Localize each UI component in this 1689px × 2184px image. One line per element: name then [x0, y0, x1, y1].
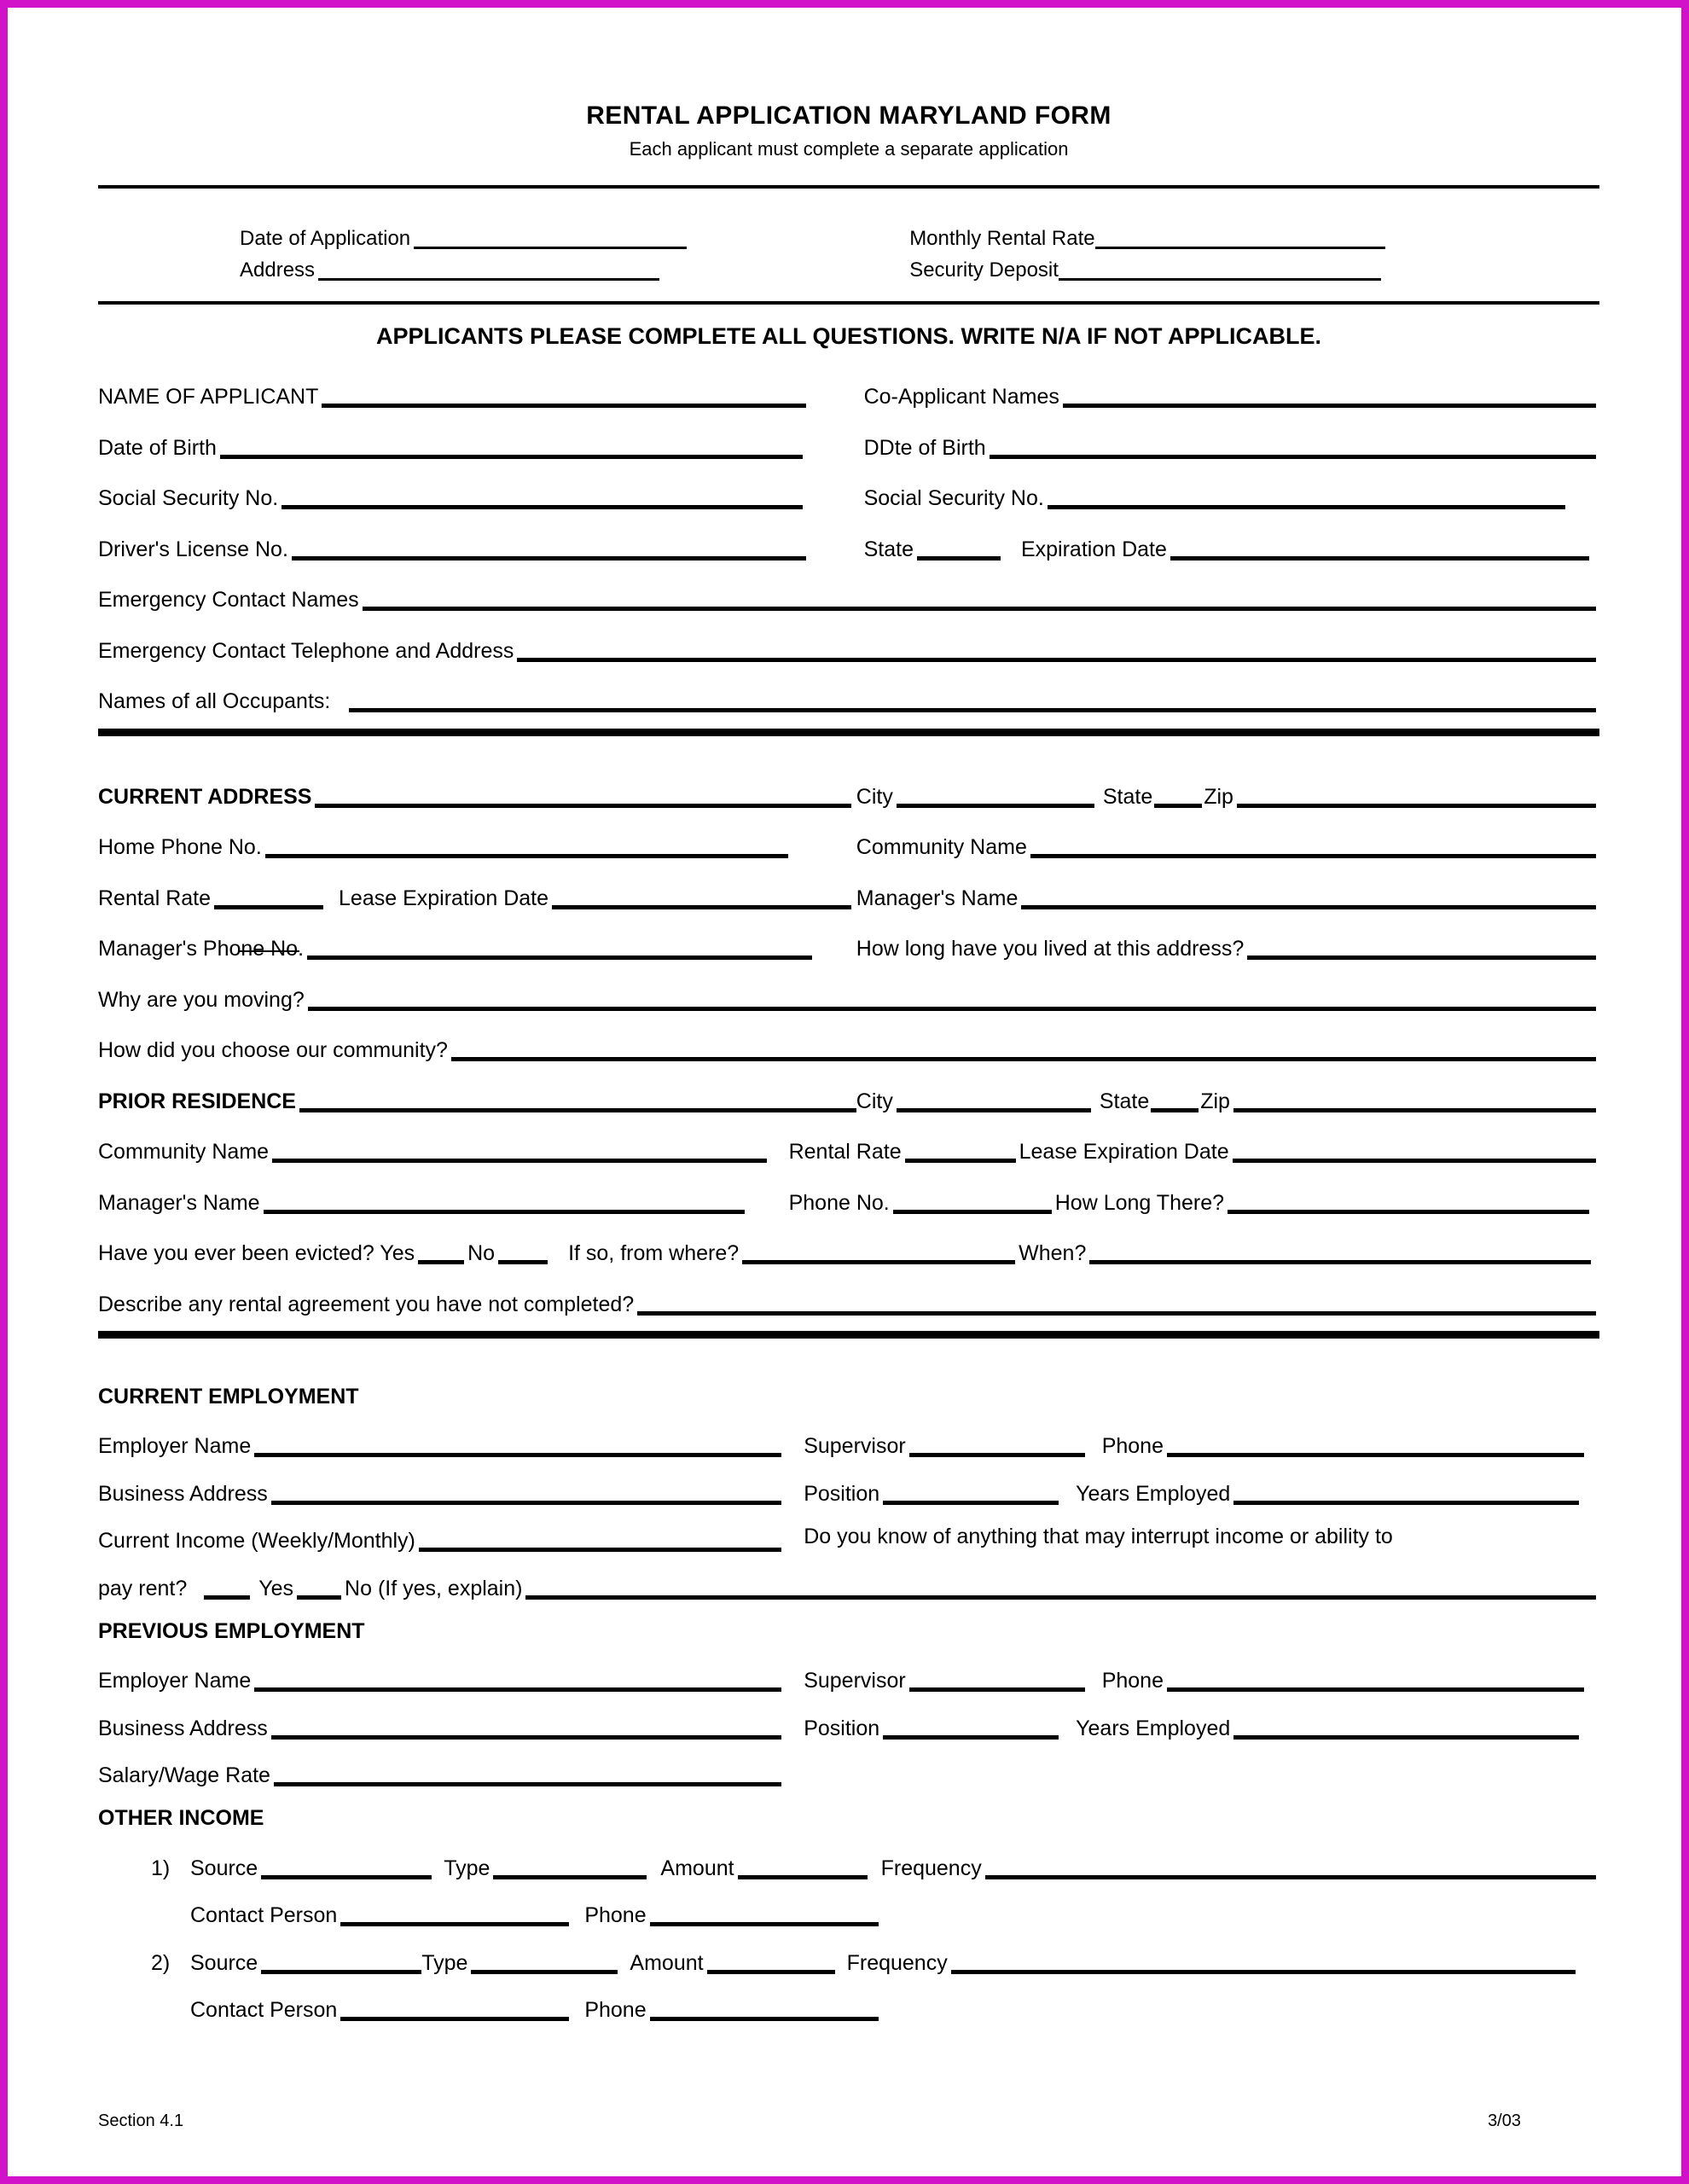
other-income-heading: OTHER INCOME — [98, 1806, 264, 1831]
other-income-1-contact-person-label: Contact Person — [190, 1903, 338, 1928]
field-cur-position-years[interactable] — [804, 1478, 1599, 1505]
field-names-of-all-occupants[interactable] — [98, 687, 1599, 713]
divider-residence-bottom — [98, 1331, 1599, 1339]
field-current-managers-name[interactable] — [856, 883, 1599, 909]
prev-years-employed-blank[interactable] — [1233, 1713, 1579, 1740]
license-expiration-date-label: Expiration Date — [1020, 537, 1167, 561]
cur-supervisor-label: Supervisor — [804, 1434, 906, 1459]
field-prior-phone-howlong[interactable] — [789, 1188, 1599, 1214]
row-dob — [98, 433, 1599, 459]
prior-state-blank[interactable] — [1151, 1086, 1199, 1112]
cur-phone-label: Phone — [1101, 1434, 1164, 1459]
prior-lease-expiration-blank[interactable] — [1233, 1137, 1596, 1164]
cur-business-address-label: Business Address — [98, 1481, 268, 1506]
current-rental-rate-blank[interactable] — [214, 883, 323, 909]
other-income-1-phone-label: Phone — [584, 1903, 647, 1928]
current-state-blank[interactable] — [1154, 781, 1202, 808]
prev-employer-name-label: Employer Name — [98, 1669, 252, 1693]
field-prev-employer-name[interactable] — [98, 1666, 804, 1693]
date-of-application-label: Date of Application — [240, 227, 411, 251]
other-income-entry-1-line2[interactable] — [98, 1901, 1599, 1927]
other-income-1-frequency-label: Frequency — [880, 1856, 982, 1880]
other-income-1-contact-person-blank[interactable] — [340, 1901, 569, 1927]
salary-wage-rate-label: Salary/Wage Rate — [98, 1763, 270, 1788]
field-current-address[interactable] — [98, 781, 856, 808]
monthly-rental-rate-blank[interactable] — [1095, 226, 1385, 249]
interrupt-income-label-2: pay rent? — [98, 1576, 188, 1600]
current-zip-blank[interactable] — [1237, 781, 1596, 808]
describe-agreement-blank[interactable] — [637, 1289, 1596, 1316]
emergency-contact-tel-address-blank[interactable] — [517, 636, 1596, 662]
row-prev-emp-2 — [98, 1713, 1599, 1740]
field-emergency-contact-tel-address[interactable] — [98, 636, 1599, 662]
current-managers-name-label: Manager's Name — [856, 886, 1019, 910]
cur-years-employed-label: Years Employed — [1076, 1481, 1231, 1506]
field-current-community-name[interactable] — [856, 833, 1599, 859]
prior-city-label: City — [856, 1089, 893, 1113]
how-choose-community-label: How did you choose our community? — [98, 1038, 448, 1063]
how-choose-community-blank[interactable] — [451, 1036, 1596, 1062]
field-cur-business-address[interactable] — [98, 1478, 804, 1505]
other-income-2-source-label: Source — [190, 1950, 258, 1975]
cur-phone-blank[interactable] — [1167, 1432, 1584, 1458]
other-income-1-source-label: Source — [190, 1856, 258, 1880]
field-home-phone-no[interactable] — [98, 833, 856, 859]
current-zip-label: Zip — [1204, 784, 1233, 809]
co-date-of-birth-label: DDte of Birth — [863, 435, 986, 460]
prior-rental-rate-label: Rental Rate — [788, 1140, 902, 1165]
other-income-1-type-label: Type — [444, 1856, 490, 1880]
social-security-no-blank[interactable] — [282, 484, 802, 510]
evicted-when-label: When? — [1019, 1241, 1087, 1266]
other-income-2-amount-blank[interactable] — [707, 1948, 835, 1974]
field-license-state-expiration[interactable] — [864, 534, 1599, 561]
other-income-entry-2-line1[interactable] — [98, 1948, 1599, 1974]
evicted-yes-blank[interactable] — [418, 1239, 464, 1265]
describe-agreement-label: Describe any rental agreement you have not completed? — [98, 1292, 635, 1316]
emergency-contact-tel-address-label: Emergency Contact Telephone and Address — [98, 638, 514, 663]
row-prev-emp-1 — [98, 1666, 1599, 1693]
evicted-question-label: Have you ever been evicted? Yes — [98, 1241, 415, 1266]
row-current-address — [98, 781, 1599, 808]
cur-employer-name-label: Employer Name — [98, 1434, 252, 1459]
current-address-blank[interactable] — [315, 781, 850, 808]
current-income-label: Current Income (Weekly/Monthly) — [98, 1529, 415, 1554]
current-rental-rate-label: Rental Rate — [98, 886, 212, 910]
field-cur-employer-name[interactable] — [98, 1432, 804, 1458]
co-applicant-names-label: Co-Applicant Names — [863, 385, 1059, 410]
drivers-license-no-label: Driver's License No. — [98, 537, 288, 561]
current-state-label: State — [1102, 784, 1153, 809]
field-drivers-license-no[interactable] — [98, 534, 864, 561]
current-employment-heading: CURRENT EMPLOYMENT — [98, 1384, 359, 1409]
row-prior-residence — [98, 1086, 1599, 1112]
name-of-applicant-blank[interactable] — [322, 382, 805, 409]
field-salary-wage-rate[interactable] — [98, 1761, 804, 1787]
home-phone-no-blank[interactable] — [265, 833, 788, 859]
pay-rent-no-blank[interactable] — [297, 1573, 341, 1600]
row-prior-manager-phone — [98, 1188, 1599, 1214]
how-long-lived-blank[interactable] — [1247, 934, 1596, 961]
field-monthly-rental-rate[interactable] — [909, 226, 1599, 249]
field-co-date-of-birth[interactable] — [864, 433, 1599, 459]
row-license — [98, 534, 1599, 561]
license-state-blank[interactable] — [917, 534, 1001, 561]
prev-phone-blank[interactable] — [1167, 1666, 1584, 1693]
field-describe-agreement[interactable] — [98, 1289, 1599, 1316]
field-date-of-application[interactable] — [240, 226, 879, 249]
other-income-2-type-label: Type — [421, 1950, 468, 1975]
evicted-no-blank[interactable] — [498, 1239, 548, 1265]
field-evicted[interactable] — [98, 1239, 1599, 1265]
prior-zip-label: Zip — [1200, 1089, 1230, 1113]
other-income-2-frequency-label: Frequency — [846, 1950, 948, 1975]
field-current-income[interactable] — [98, 1526, 804, 1553]
license-state-label: State — [863, 537, 914, 561]
current-managers-name-blank[interactable] — [1021, 883, 1596, 909]
emergency-contact-names-label: Emergency Contact Names — [98, 588, 359, 613]
pay-rent-yes-label: Yes — [258, 1576, 294, 1600]
field-name-of-applicant[interactable] — [98, 382, 864, 409]
other-income-2-frequency-blank[interactable] — [951, 1948, 1576, 1974]
field-prev-business-address[interactable] — [98, 1713, 804, 1740]
if-so-from-where-label: If so, from where? — [568, 1241, 740, 1266]
date-of-birth-label: Date of Birth — [98, 435, 217, 460]
other-income-1-amount-blank[interactable] — [738, 1853, 868, 1879]
field-prev-position-years[interactable] — [804, 1713, 1599, 1740]
other-income-2-contact-person-blank[interactable] — [340, 1995, 569, 2022]
row-rental-lease-manager — [98, 883, 1599, 909]
evicted-no-label: No — [467, 1241, 496, 1266]
field-managers-phone-no[interactable] — [98, 934, 856, 961]
form-content — [98, 8, 1599, 2131]
other-income-entry-2-line2[interactable] — [98, 1995, 1599, 2022]
prior-how-long-there-label: How Long There? — [1054, 1190, 1225, 1215]
field-how-choose-community[interactable] — [98, 1036, 1599, 1062]
row-home-phone-community — [98, 833, 1599, 859]
field-address[interactable] — [240, 257, 879, 280]
monthly-rental-rate-label: Monthly Rental Rate — [909, 227, 1095, 251]
interrupt-income-label-1: Do you know of anything that may interrupt income or ability to — [804, 1524, 1393, 1548]
prev-position-label: Position — [804, 1716, 880, 1740]
current-community-name-blank[interactable] — [1030, 833, 1596, 859]
prior-phone-no-label: Phone No. — [788, 1190, 890, 1215]
row-cur-emp-2 — [98, 1478, 1599, 1505]
prev-years-employed-label: Years Employed — [1076, 1716, 1231, 1740]
prior-city-blank[interactable] — [897, 1086, 1091, 1112]
field-why-moving[interactable] — [98, 985, 1599, 1011]
row-names — [98, 382, 1599, 409]
row-prior-community-rental — [98, 1137, 1599, 1164]
field-prior-city-state-zip[interactable] — [856, 1086, 1599, 1112]
other-income-2-phone-blank[interactable] — [650, 1995, 879, 2022]
co-social-security-no-label: Social Security No. — [863, 486, 1044, 511]
cur-supervisor-blank[interactable] — [909, 1432, 1085, 1458]
prior-state-label: State — [1099, 1089, 1150, 1113]
social-security-no-label: Social Security No. — [98, 486, 279, 511]
names-of-all-occupants-blank[interactable] — [349, 687, 1596, 713]
other-income-1-phone-blank[interactable] — [650, 1901, 879, 1927]
prev-supervisor-label: Supervisor — [804, 1669, 906, 1693]
prior-rental-rate-blank[interactable] — [905, 1137, 1016, 1164]
license-expiration-date-blank[interactable] — [1170, 534, 1589, 561]
evicted-when-blank[interactable] — [1089, 1239, 1591, 1265]
other-income-1-source-blank[interactable] — [261, 1853, 432, 1879]
field-prior-managers-name[interactable] — [98, 1188, 789, 1214]
page-title: RENTAL APPLICATION MARYLAND FORM — [586, 102, 1111, 130]
row-ssn — [98, 484, 1599, 510]
row-cur-income — [98, 1526, 1599, 1553]
other-income-2-phone-label: Phone — [584, 1998, 647, 2023]
cur-business-address-blank[interactable] — [271, 1478, 781, 1505]
prev-employer-name-blank[interactable] — [254, 1666, 781, 1693]
salary-wage-rate-blank[interactable] — [274, 1761, 781, 1787]
prior-managers-name-blank[interactable] — [264, 1188, 745, 1214]
field-pay-rent-yesno[interactable] — [98, 1573, 1599, 1600]
field-prior-rental-lease[interactable] — [789, 1137, 1599, 1164]
row-manager-phone-howlong — [98, 934, 1599, 961]
prev-position-blank[interactable] — [883, 1713, 1059, 1740]
field-date-of-birth[interactable] — [98, 433, 864, 459]
page-subtitle: Each applicant must complete a separate application — [629, 138, 1069, 160]
interrupt-income-question-line1 — [804, 1526, 1599, 1548]
row-cur-emp-1 — [98, 1432, 1599, 1458]
field-co-social-security-no[interactable] — [864, 484, 1599, 510]
other-income-1-type-blank[interactable] — [493, 1853, 647, 1879]
cur-position-label: Position — [804, 1481, 880, 1506]
other-income-1-amount-label: Amount — [660, 1856, 734, 1880]
if-so-from-where-blank[interactable] — [742, 1239, 1015, 1265]
field-social-security-no[interactable] — [98, 484, 864, 510]
footer-section-label: Section 4.1 — [98, 2111, 184, 2131]
footer-revision-label: 3/03 — [1488, 2111, 1521, 2131]
other-income-1-number: 1) — [151, 1856, 171, 1880]
other-income-entry-1-line1[interactable] — [98, 1853, 1599, 1879]
field-prior-residence[interactable] — [98, 1086, 856, 1112]
cur-position-blank[interactable] — [883, 1478, 1059, 1505]
pay-rent-no-label: No (If yes, explain) — [345, 1576, 523, 1600]
why-moving-blank[interactable] — [308, 985, 1596, 1011]
how-long-lived-label: How long have you lived at this address? — [856, 937, 1245, 961]
other-income-2-number: 2) — [151, 1950, 171, 1975]
prior-community-name-blank[interactable] — [272, 1137, 767, 1164]
pay-rent-explain-blank[interactable] — [525, 1573, 1596, 1600]
other-income-1-frequency-blank[interactable] — [985, 1853, 1596, 1879]
co-date-of-birth-blank[interactable] — [990, 433, 1596, 459]
prior-zip-blank[interactable] — [1233, 1086, 1596, 1112]
field-emergency-contact-names[interactable] — [98, 585, 1599, 612]
date-of-application-blank[interactable] — [414, 226, 687, 249]
managers-phone-no-label: Manager's Phone No. — [98, 937, 305, 961]
prior-residence-heading: PRIOR RESIDENCE — [98, 1089, 296, 1113]
prior-managers-name-label: Manager's Name — [98, 1190, 260, 1215]
prev-supervisor-blank[interactable] — [909, 1666, 1085, 1693]
field-current-city-state-zip[interactable] — [856, 781, 1599, 808]
current-community-name-label: Community Name — [856, 835, 1027, 860]
prior-residence-blank[interactable] — [299, 1086, 856, 1112]
current-address-heading: CURRENT ADDRESS — [98, 784, 312, 809]
prev-business-address-label: Business Address — [98, 1716, 268, 1740]
address-label: Address — [240, 258, 316, 282]
home-phone-no-label: Home Phone No. — [98, 835, 262, 860]
other-income-2-source-blank[interactable] — [261, 1948, 421, 1974]
previous-employment-heading: PREVIOUS EMPLOYMENT — [98, 1618, 365, 1643]
security-deposit-blank[interactable] — [1059, 257, 1381, 280]
name-of-applicant-label: NAME OF APPLICANT — [98, 385, 319, 410]
pay-rent-yes-blank[interactable] — [204, 1573, 250, 1600]
names-of-all-occupants-label: Names of all Occupants: — [98, 689, 331, 714]
why-moving-label: Why are you moving? — [98, 987, 305, 1012]
current-city-label: City — [856, 784, 893, 809]
form-sheet — [8, 8, 1681, 2176]
security-deposit-label: Security Deposit — [909, 258, 1059, 282]
field-security-deposit[interactable] — [909, 257, 1599, 280]
date-of-birth-blank[interactable] — [220, 433, 803, 459]
other-income-2-type-blank[interactable] — [471, 1948, 618, 1974]
prev-business-address-blank[interactable] — [271, 1713, 781, 1740]
drivers-license-no-blank[interactable] — [292, 534, 806, 561]
field-how-long-lived[interactable] — [856, 934, 1599, 961]
current-income-blank[interactable] — [419, 1526, 781, 1553]
divider-applicant-bottom — [98, 729, 1599, 736]
co-applicant-names-blank[interactable] — [1063, 382, 1596, 409]
emergency-contact-names-blank[interactable] — [363, 585, 1596, 612]
page-footer — [98, 2111, 1599, 2131]
field-prior-community-name[interactable] — [98, 1137, 789, 1164]
prior-phone-no-blank[interactable] — [893, 1188, 1052, 1214]
field-co-applicant-names[interactable] — [864, 382, 1599, 409]
field-current-rental-lease[interactable] — [98, 883, 856, 909]
prior-how-long-there-blank[interactable] — [1228, 1188, 1589, 1214]
prior-community-name-label: Community Name — [98, 1140, 270, 1165]
current-city-blank[interactable] — [897, 781, 1094, 808]
current-lease-expiration-label: Lease Expiration Date — [339, 886, 549, 910]
prev-phone-label: Phone — [1101, 1669, 1164, 1693]
managers-phone-no-blank[interactable] — [307, 934, 812, 961]
address-blank[interactable] — [318, 257, 659, 280]
field-prev-supervisor-phone[interactable] — [804, 1666, 1599, 1693]
other-income-2-contact-person-label: Contact Person — [190, 1998, 338, 2023]
prior-lease-expiration-label: Lease Expiration Date — [1019, 1140, 1229, 1165]
applicants-notice: APPLICANTS PLEASE COMPLETE ALL QUESTIONS. WRITE N/A IF NOT APPLICABLE. — [375, 322, 1322, 349]
cur-employer-name-blank[interactable] — [254, 1432, 781, 1458]
cur-years-employed-blank[interactable] — [1233, 1478, 1579, 1505]
other-income-2-amount-label: Amount — [630, 1950, 704, 1975]
field-cur-supervisor-phone[interactable] — [804, 1432, 1599, 1458]
current-lease-expiration-blank[interactable] — [552, 883, 851, 909]
co-social-security-no-blank[interactable] — [1048, 484, 1565, 510]
